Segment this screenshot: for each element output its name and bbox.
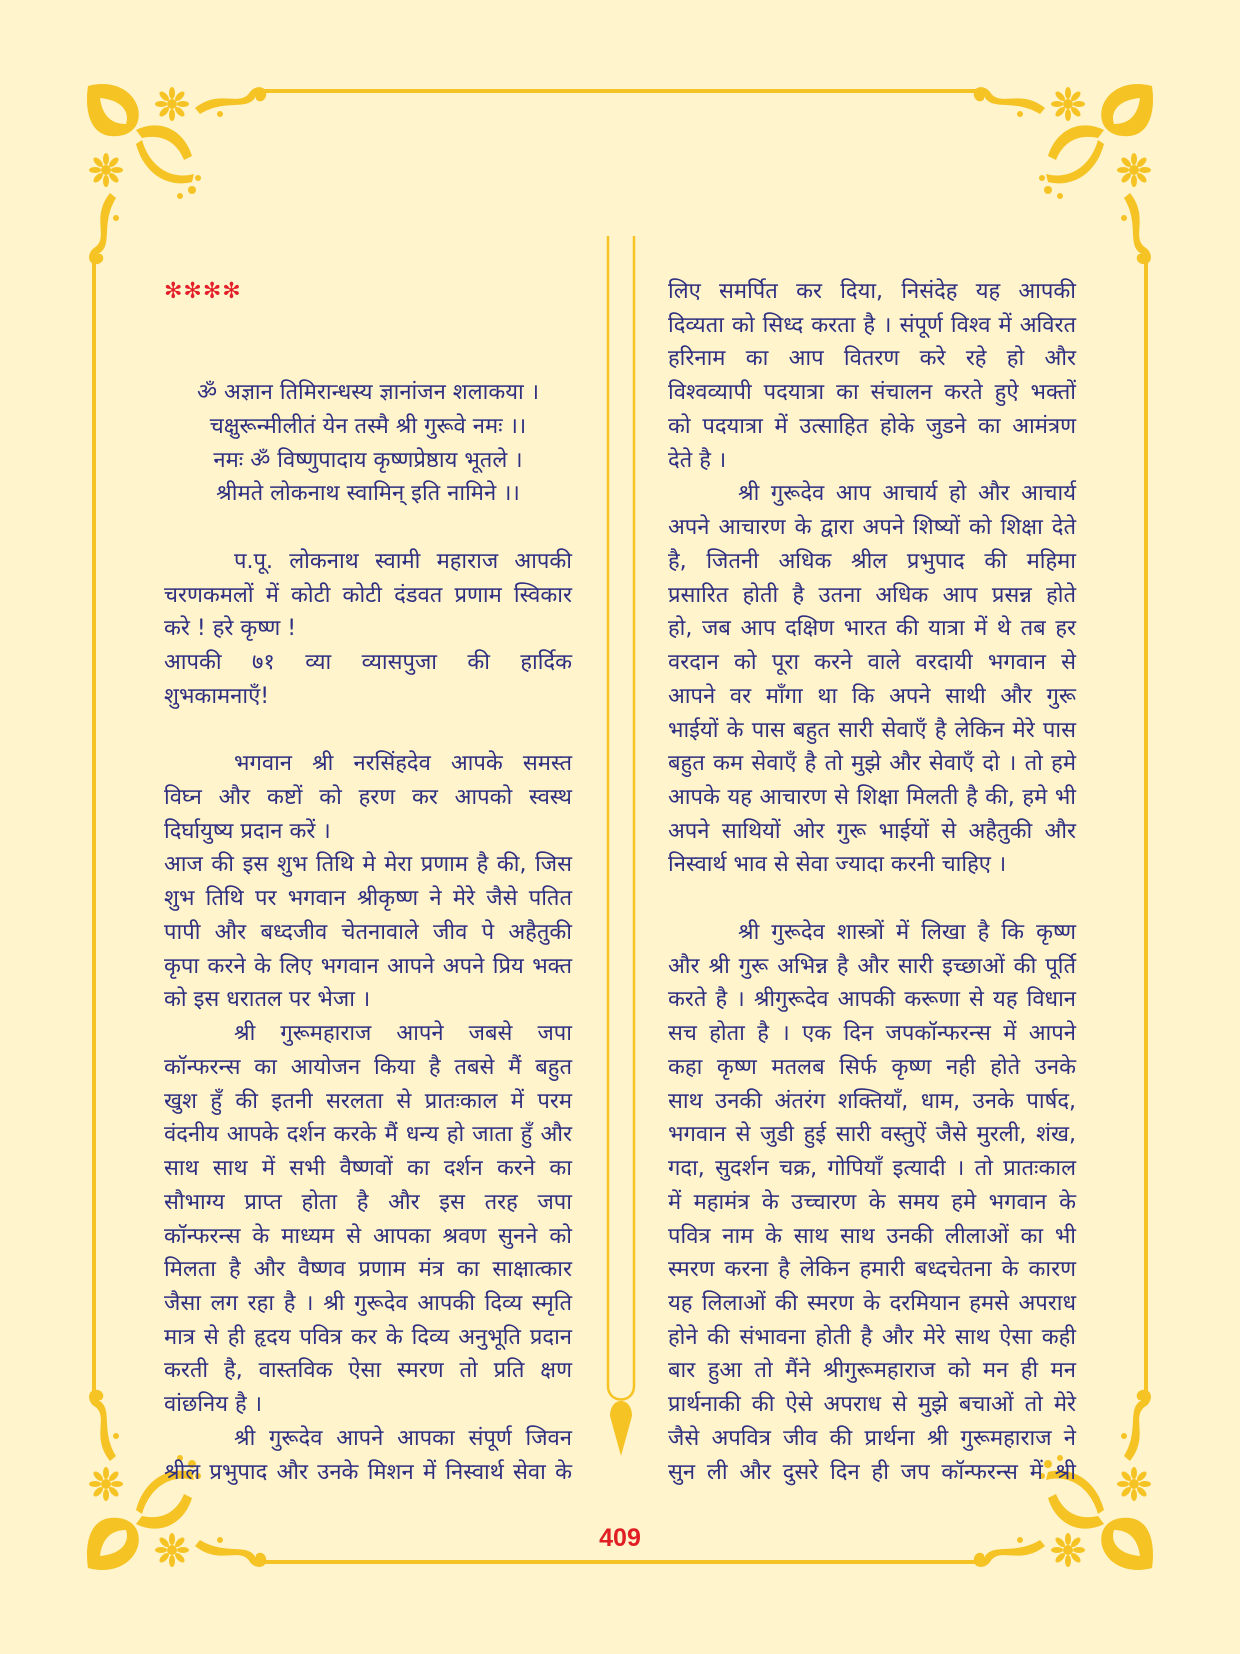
text-line: को इस धरातल पर भेजा । (164, 987, 371, 1013)
text-line: मात्र से ही हृदय पवित्र कर के दिव्य अनुभूति प्रदान (164, 1324, 572, 1350)
text-line: लिए समर्पित कर दिया, निसंदेह यह आपकी (668, 279, 1076, 304)
text-line: दिर्घायुष्य प्रदान करें । (164, 818, 331, 844)
page-number: 409 (599, 1524, 641, 1552)
text-line: श्री गुरूदेव आप आचार्य हो और आचार्य (738, 481, 1076, 507)
left-border-line (92, 250, 96, 1405)
text-line: आपने वर माँगा था कि अपने साथी और गुरू (668, 683, 1076, 709)
text-line: कॉन्फरन्स का आयोजन किया है तबसे मैं बहुत (164, 1054, 572, 1080)
text-line: अपने आचारण के द्वारा अपने शिष्यों को शिक्षा देते (668, 515, 1076, 541)
text-line: भगवान श्री नरसिंहदेव आपके समस्त (234, 751, 572, 777)
text-line: श्री गुरूदेव शास्त्रों में लिखा है कि कृष्ण (738, 919, 1076, 945)
text-line: चरणकमलों में कोटी कोटी दंडवत प्रणाम स्विकार (164, 582, 572, 608)
text-line: जैसा लग रहा है । श्री गुरूदेव आपकी दिव्य स्मृति (164, 1290, 572, 1316)
text-line: कॉन्फरन्स के माध्यम से आपका श्रवण सुनने को (164, 1223, 572, 1249)
text-line: साथ उनकी अंतरंग शक्तियाँ, धाम, उनके पार्षद, (668, 1088, 1076, 1114)
text-line: चक्षुरून्मीलीतं येन तस्मै श्री गुरूवे नमः ।। (209, 413, 527, 439)
text-line: श्री गुरूमहाराज आपने जबसे जपा (234, 1021, 572, 1047)
text-line: पवित्र नाम के साथ साथ उनकी लीलाओं का भी (668, 1223, 1076, 1249)
section-separator-stars: ✻✻✻✻ (164, 279, 242, 304)
text-line: प्रार्थनाकी की ऐसे अपराध से मुझे बचाओं तो मेरे (668, 1392, 1076, 1418)
text-line: और श्री गुरू अभिन्न है और सारी इच्छाओं की पूर्ति (668, 953, 1076, 979)
text-line: गदा, सुदर्शन चक्र, गोपियाँ इत्यादी । तो प्रातःकाल (668, 1156, 1076, 1182)
text-line: कहा कृष्ण मतलब सिर्फ कृष्ण नही होते उनके (668, 1054, 1076, 1080)
text-line: शुभ तिथि पर भगवान श्रीकृष्ण ने मेरे जैसे पतित (164, 886, 572, 912)
text-line: निस्वार्थ भाव से सेवा ज्यादा करनी चाहिए । (668, 852, 1007, 878)
text-line: है, जितनी अधिक श्रील प्रभुपाद की महिमा (668, 548, 1076, 574)
text-line: ॐ अज्ञान तिमिरान्धस्य ज्ञानांजन शलाकया । (196, 380, 540, 406)
text-line: भाईयों के पास बहुत सारी सेवाएँ है लेकिन मेरे पास (668, 717, 1076, 743)
text-line: वरदान को पूरा करने वाले वरदायी भगवान से (668, 650, 1076, 676)
text-line: को पदयात्रा में उत्साहित होके जुडने का आमंत्रण (668, 413, 1076, 439)
left-column (164, 275, 572, 1489)
text-line: आज की इस शुभ तिथि मे मेरा प्रणाम है की, जिस (164, 852, 572, 878)
text-line: पापी और बध्दजीव चेतनावाले जीव पे अहैतुकी (164, 919, 572, 945)
text-line: प्रसारित होती है उतना अधिक आप प्रसन्न होते (668, 582, 1076, 608)
text-line: श्रीमते लोकनाथ स्वामिन् इति नामिने ।। (216, 481, 520, 507)
guru-pranam-verse (164, 376, 572, 511)
paragraph (164, 545, 572, 646)
top-border-line (262, 89, 980, 93)
text-line: आपके यह आचारण से शिक्षा मिलती है की, हमे भी (668, 785, 1076, 811)
text-line: करे ! हरे कृष्ण ! (164, 616, 297, 642)
text-line: श्रील प्रभुपाद और उनके मिशन में निस्वार्थ सेवा के (164, 1459, 572, 1485)
text-line: करती है, वास्तविक ऐसा स्मरण तो प्रति क्षण (164, 1358, 572, 1384)
text-line: बहुत कम सेवाएँ है तो मुझे और सेवाएँ दो । तो हमे (668, 751, 1076, 777)
text-line: विघ्न और कष्टों को हरण कर आपको स्वस्थ (164, 784, 572, 810)
text-line: सच होता है । एक दिन जपकॉन्फरन्स में आपने (668, 1021, 1076, 1047)
text-line: वांछनिय है । (164, 1392, 263, 1418)
text-line: करते है । श्रीगुरूदेव आपकी करूणा से यह विधान (668, 987, 1076, 1013)
paragraph (164, 848, 572, 1017)
text-line: अपने साथियों ओर गुरू भाईयों से अहैतुकी और (668, 818, 1076, 844)
text-line: कृपा करने के लिए भगवान आपने अपने प्रिय भक्त (164, 953, 572, 979)
paragraph (668, 275, 1076, 477)
text-line: साथ साथ में सभी वैष्णवों का दर्शन करने का (164, 1156, 572, 1182)
text-line: देते है । (668, 447, 727, 473)
text-line: खुश हुँ की इतनी सरलता से प्रातःकाल में परम (164, 1088, 572, 1114)
text-line: भगवान से जुडी हुई सारी वस्तुऐं जैसे मुरली, शंख, (668, 1122, 1076, 1148)
paragraph (164, 1017, 572, 1422)
text-line: हो, जब आप दक्षिण भारत की यात्रा में थे तब हर (668, 616, 1076, 642)
text-line: में महामंत्र के उच्चारण के समय हमे भगवान के (668, 1189, 1076, 1215)
text-line: जैसे अपवित्र जीव की प्रार्थना श्री गुरूमहाराज ने (668, 1425, 1076, 1451)
text-line: यह लिलाओं की स्मरण के दरमियान हमसे अपराध (668, 1291, 1076, 1317)
paragraph (164, 646, 572, 713)
text-line: होने की संभावना होती है और मेरे साथ ऐसा कही (668, 1324, 1076, 1350)
text-line: सौभाग्य प्राप्त होता है और इस तरह जपा (164, 1189, 572, 1215)
column-divider-icon (604, 236, 638, 1456)
text-line: दिव्यता को सिध्द करता है । संपूर्ण विश्व में अविरत (668, 312, 1076, 338)
paragraph (164, 747, 572, 848)
paragraph (164, 1422, 572, 1489)
text-line: सुन ली और दुसरे दिन ही जप कॉन्फरन्स में श्री (668, 1459, 1076, 1485)
paragraph (668, 916, 1076, 1489)
text-line: मिलता है और वैष्णव प्रणाम मंत्र का साक्षात्कार (164, 1257, 572, 1283)
text-line: स्मरण करना है लेकिन हमारी बध्दचेतना के कारण (668, 1257, 1076, 1283)
corner-ornament-icon (960, 78, 1160, 278)
right-column (668, 275, 1076, 1489)
paragraph (668, 477, 1076, 882)
text-line: बार हुआ तो मैंने श्रीगुरूमहाराज को मन ही मन (668, 1358, 1076, 1384)
text-line: नमः ॐ विष्णुपादाय कृष्णप्रेष्ठाय भूतले । (213, 447, 523, 473)
right-border-line (1144, 250, 1148, 1405)
text-line: वंदनीय आपके दर्शन करके मैं धन्य हो जाता हुँ और (164, 1122, 572, 1148)
text-line: श्री गुरूदेव आपने आपका संपूर्ण जिवन (234, 1425, 572, 1451)
text-line: विश्वव्यापी पदयात्रा का संचालन करते हुऐ भक्तों (668, 380, 1076, 406)
text-line: आपकी ७१ व्या व्यासपुजा की हार्दिक (164, 650, 572, 676)
bottom-border-line (262, 1560, 980, 1564)
text-line: प.पू. लोकनाथ स्वामी महाराज आपकी (234, 548, 572, 574)
corner-ornament-icon (80, 78, 280, 278)
text-line: शुभकामनाएँ! (164, 683, 270, 709)
text-line: हरिनाम का आप वितरण करे रहे हो और (668, 346, 1076, 372)
